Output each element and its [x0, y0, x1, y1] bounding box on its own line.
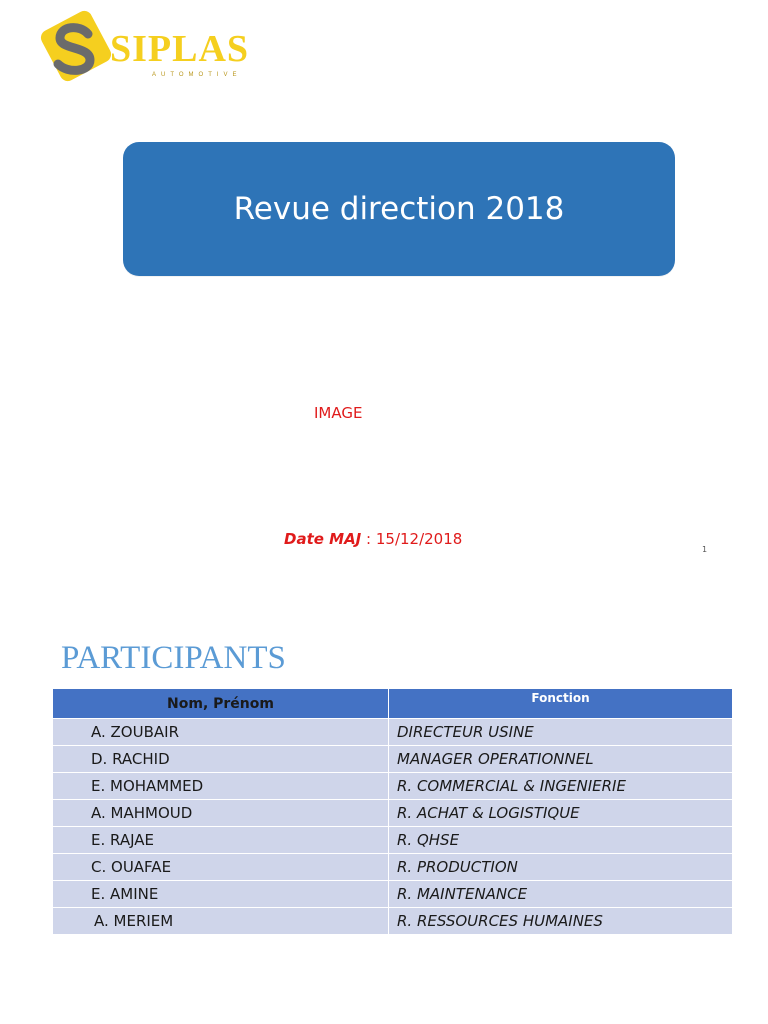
logo-subtitle: AUTOMOTIVE — [152, 72, 242, 78]
participant-role: DIRECTEUR USINE — [389, 719, 733, 746]
participant-name: E. AMINE — [53, 881, 389, 908]
table-row — [53, 908, 733, 935]
update-date — [284, 530, 462, 548]
participant-role: R. PRODUCTION — [389, 854, 733, 881]
date-separator: : — [361, 530, 376, 548]
table-row — [53, 719, 733, 746]
page-title: Revue direction 2018 — [233, 190, 565, 227]
participant-role: R. MAINTENANCE — [389, 881, 733, 908]
column-header-name: Nom, Prénom — [53, 689, 389, 719]
table-row — [53, 746, 733, 773]
column-header-function: Fonction — [389, 689, 733, 719]
participant-role: R. QHSE — [389, 827, 733, 854]
image-placeholder-label: IMAGE — [314, 404, 363, 422]
participant-role: R. ACHAT & LOGISTIQUE — [389, 800, 733, 827]
title-box — [123, 142, 675, 276]
table-row — [53, 881, 733, 908]
participant-name: A. MAHMOUD — [53, 800, 389, 827]
logo-wordmark: SIPLAS — [110, 28, 250, 70]
participant-name: C. OUAFAE — [53, 854, 389, 881]
participants-heading: PARTICIPANTS — [61, 640, 286, 676]
table-row — [53, 827, 733, 854]
table-row — [53, 800, 733, 827]
participant-role: R. RESSOURCES HUMAINES — [389, 908, 733, 935]
participant-name: E. MOHAMMED — [53, 773, 389, 800]
participants-table — [52, 688, 733, 935]
participant-name: A. MERIEM — [53, 908, 389, 935]
date-label: Date MAJ — [284, 530, 362, 548]
participant-name: D. RACHID — [53, 746, 389, 773]
table-row — [53, 773, 733, 800]
date-value: 15/12/2018 — [375, 530, 463, 548]
page-number: 1 — [702, 545, 708, 554]
participant-name: A. ZOUBAIR — [53, 719, 389, 746]
participant-name: E. RAJAE — [53, 827, 389, 854]
table-header-row — [53, 689, 733, 719]
table-row — [53, 854, 733, 881]
siplas-logo — [40, 10, 250, 86]
participant-role: R. COMMERCIAL & INGENIERIE — [389, 773, 733, 800]
participant-role: MANAGER OPERATIONNEL — [389, 746, 733, 773]
